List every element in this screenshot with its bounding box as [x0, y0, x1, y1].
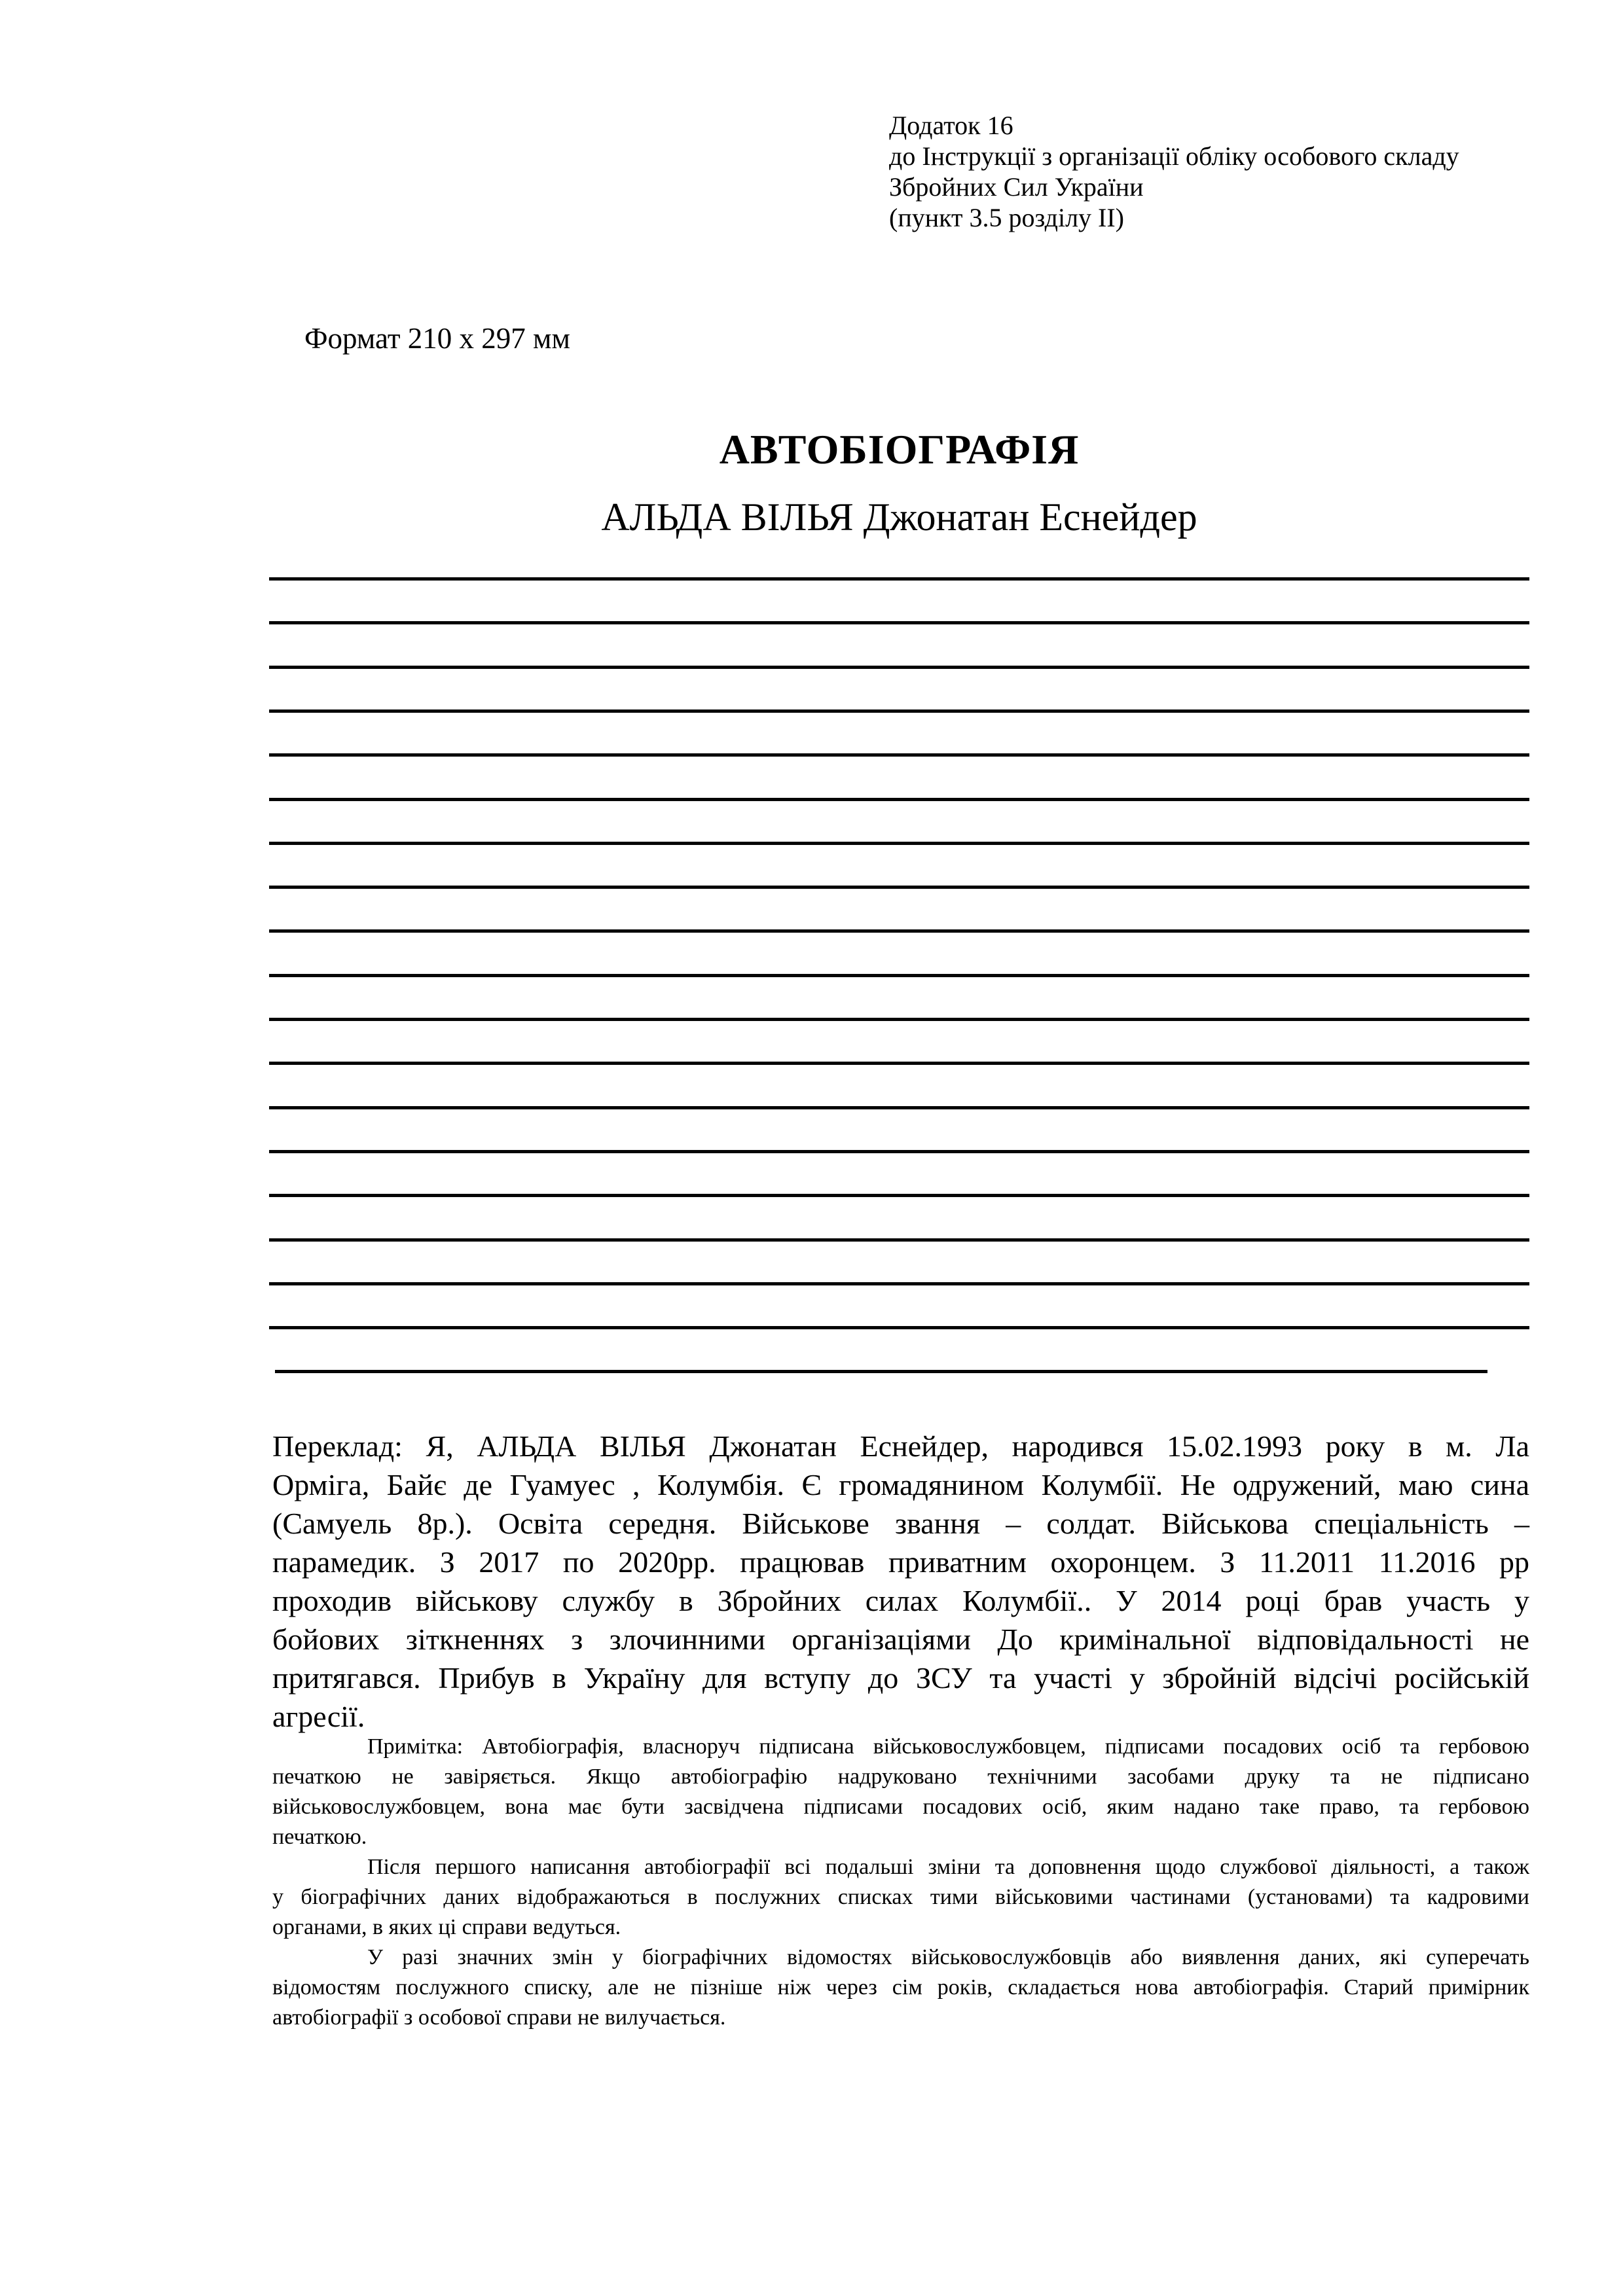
translation-line: агресії. [272, 1700, 365, 1733]
translation-line: бойових зіткненнях з злочинними організаціями До кримінальної відповідальності не [272, 1623, 1529, 1656]
page-title: АВТОБІОГРАФІЯ [719, 426, 1080, 473]
translation-line: Переклад: Я, АЛЬДА ВІЛЬЯ Джонатан Еснейдер, народився 15.02.1993 року в м. Ла [272, 1429, 1529, 1463]
translation-line: парамедик. З 2017 по 2020рр. працював приватним охоронцем. З 11.2011 11.2016 рр [272, 1545, 1529, 1579]
ruled-line [269, 886, 1529, 889]
ruled-line [269, 577, 1529, 581]
ruled-line [269, 974, 1529, 977]
ruled-line-short [275, 1370, 1487, 1373]
appendix-line: до Інструкції з організації обліку особового складу [889, 141, 1459, 171]
ruled-line [269, 929, 1529, 933]
ruled-line [269, 1062, 1529, 1065]
appendix-line: Збройних Сил України [889, 172, 1144, 202]
ruled-line [269, 842, 1529, 845]
subject-name: АЛЬДА ВІЛЬЯ Джонатан Еснейдер [601, 495, 1197, 539]
ruled-line [269, 666, 1529, 669]
appendix-reference-block [889, 110, 1577, 233]
note-line: відомостям послужного списку, але не пізніше ніж через сім років, складається нова автобіографія. Старий примірник [272, 1975, 1529, 2000]
translation-line: Орміга, Байє де Гуамуес , Колумбія. Є громадянином Колумбії. Не одружений, маю сина [272, 1468, 1529, 1501]
translation-paragraph [272, 1427, 1529, 1736]
format-note: Формат 210 х 297 мм [304, 322, 570, 355]
note-paragraph [272, 1943, 1529, 2033]
note-paragraph [272, 1732, 1529, 1852]
ruled-line [269, 1238, 1529, 1242]
note-line: Після першого написання автобіографії всі подальші зміни та доповнення щодо службової діяльності, а також [367, 1855, 1529, 1879]
ruled-line [269, 621, 1529, 624]
note-line: військовослужбовцем, вона має бути засвідчена підписами посадових осіб, яким надано таке право, та гербовою [272, 1795, 1529, 1819]
appendix-line: (пункт 3.5 розділу ІІ) [889, 203, 1124, 232]
ruled-line [269, 709, 1529, 713]
appendix-line: Додаток 16 [889, 111, 1013, 140]
note-line: У разі значних змін у біографічних відомостях військовослужбовців або виявлення даних, які суперечать [367, 1945, 1529, 1969]
note-line: органами, в яких ці справи ведуться. [272, 1915, 621, 1939]
ruled-line [269, 1326, 1529, 1329]
translation-line: проходив військову службу в Збройних силах Колумбії.. У 2014 році брав участь у [272, 1584, 1529, 1617]
ruled-line [269, 1106, 1529, 1109]
note-paragraph [272, 1852, 1529, 1943]
note-line: печаткою не завіряється. Якщо автобіографію надруковано технічними засобами друку та не підписано [272, 1765, 1529, 1789]
ruled-line [269, 1150, 1529, 1153]
notes-block [272, 1732, 1529, 2033]
ruled-line [269, 1194, 1529, 1197]
ruled-line [269, 1018, 1529, 1021]
note-line: печаткою. [272, 1825, 367, 1849]
translation-line: притягався. Прибув в Україну для вступу до ЗСУ та участі у збройній відсічі російській [272, 1661, 1529, 1695]
ruled-line [269, 753, 1529, 757]
note-line: автобіографії з особової справи не вилучається. [272, 2005, 726, 2030]
ruled-line [269, 1282, 1529, 1285]
ruled-line [269, 798, 1529, 801]
note-line: у біографічних даних відображаються в послужних списках тими військовими частинами (установами) та кадровими [272, 1885, 1529, 1909]
note-line: Примітка: Автобіографія, власноруч підписана військовослужбовцем, підписами посадових осіб та гербовою [367, 1734, 1529, 1759]
translation-line: (Самуель 8р.). Освіта середня. Військове звання – солдат. Військова спеціальність – [272, 1507, 1529, 1540]
